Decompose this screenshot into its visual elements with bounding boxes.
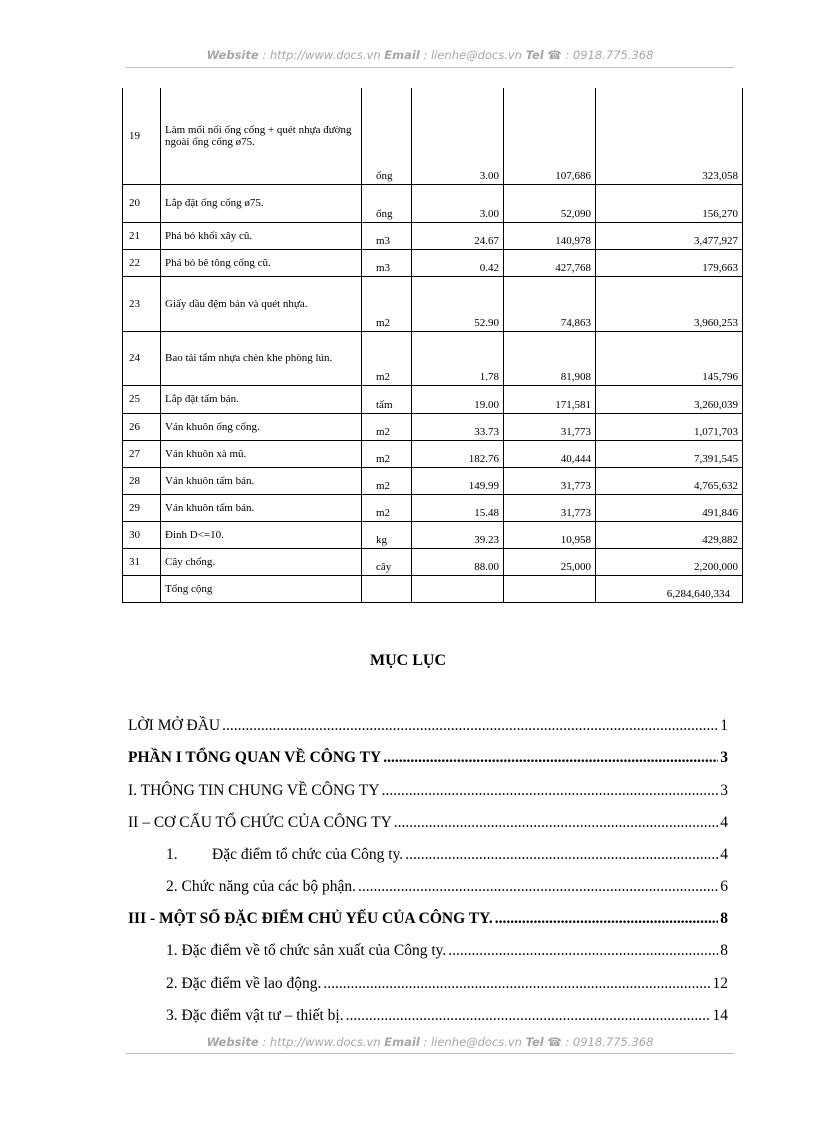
toc-entry-page: 14: [712, 1007, 728, 1024]
row-number: 29: [123, 494, 161, 521]
row-quantity: 19.00: [412, 385, 504, 413]
toc-title: MỤC LỤC: [370, 652, 446, 669]
row-unit-price: 25,000: [504, 548, 596, 575]
row-quantity: 3.00: [412, 88, 504, 184]
toc-entry-label-wrap: [166, 846, 403, 864]
toc-entry-label: 1. Đặc điểm về tổ chức sản xuất của Công ty.: [166, 942, 447, 959]
row-amount: 4,765,632: [596, 467, 743, 494]
table-row: [123, 413, 743, 440]
row-unit-price: 10,958: [504, 521, 596, 548]
row-amount: 156,270: [596, 184, 743, 222]
toc-entry-label: PHẦN I TỔNG QUAN VỀ CÔNG TY: [128, 749, 382, 766]
row-description: Lắp đặt tấm bản.: [161, 385, 362, 413]
row-number: 26: [123, 413, 161, 440]
toc-leader-dots: [382, 782, 719, 800]
row-unit: m2: [362, 467, 412, 494]
row-amount: 1,071,703: [596, 413, 743, 440]
row-unit: m2: [362, 331, 412, 385]
toc-entry-page: 8: [720, 942, 728, 959]
row-description: Cây chống.: [161, 548, 362, 575]
total-price-cell: [504, 575, 596, 602]
toc-entry-page: 3: [720, 782, 728, 799]
row-quantity: 149.99: [412, 467, 504, 494]
toc-entry-page: 3: [720, 749, 728, 766]
table-row: [123, 494, 743, 521]
toc-entry-label: 2. Đặc điểm về lao động.: [166, 975, 322, 992]
row-quantity: 182.76: [412, 440, 504, 467]
row-unit-price: 74,863: [504, 276, 596, 331]
toc-entry-page: 4: [720, 814, 728, 831]
tel-value: ☎ : 0918.775.368: [547, 48, 654, 62]
toc-entry[interactable]: [166, 942, 728, 962]
row-description: Ván khuôn xà mũ.: [161, 440, 362, 467]
footer-divider: [126, 1053, 734, 1054]
row-number: 27: [123, 440, 161, 467]
toc-entry-page: 12: [712, 975, 728, 992]
toc-entry-page: 4: [720, 846, 728, 863]
row-number: 24: [123, 331, 161, 385]
total-row: [123, 575, 743, 602]
row-description: Làm mối nối ống cống + quét nhựa đường ngoài ống cống ø75.: [161, 88, 362, 184]
table-row: [123, 88, 743, 184]
table-row: [123, 184, 743, 222]
row-quantity: 24.67: [412, 222, 504, 249]
toc-entry[interactable]: [128, 749, 728, 769]
total-unit-cell: [362, 575, 412, 602]
toc-leader-dots: [346, 1007, 711, 1025]
row-amount: 491,846: [596, 494, 743, 521]
page-header: [126, 48, 734, 62]
website-label: Website: [206, 1035, 259, 1049]
total-amount: 6,284,640,334: [596, 575, 743, 602]
row-unit: cây: [362, 548, 412, 575]
row-number: 22: [123, 249, 161, 276]
row-number: 31: [123, 548, 161, 575]
toc-entry[interactable]: [128, 814, 728, 834]
row-unit-price: 171,581: [504, 385, 596, 413]
row-number: 28: [123, 467, 161, 494]
row-amount: 323,058: [596, 88, 743, 184]
toc-leader-dots: [495, 910, 719, 928]
table-row: [123, 249, 743, 276]
row-unit: m3: [362, 222, 412, 249]
row-unit-price: 40,444: [504, 440, 596, 467]
toc-leader-dots: [383, 749, 718, 767]
row-unit: ống: [362, 88, 412, 184]
row-unit-price: 31,773: [504, 413, 596, 440]
row-unit-price: 140,978: [504, 222, 596, 249]
row-quantity: 88.00: [412, 548, 504, 575]
row-number: 23: [123, 276, 161, 331]
toc-leader-dots: [222, 717, 718, 735]
total-qty-cell: [412, 575, 504, 602]
row-description: Phá bỏ khối xây cũ.: [161, 222, 362, 249]
row-unit-price: 427,768: [504, 249, 596, 276]
email-label: Email: [384, 48, 420, 62]
table-row: [123, 548, 743, 575]
row-amount: 429,882: [596, 521, 743, 548]
total-label: Tổng cộng: [161, 575, 362, 602]
tel-label: Tel: [525, 1035, 544, 1049]
toc-entry[interactable]: [166, 846, 728, 866]
toc-entry-page: 8: [720, 910, 728, 927]
toc-entry-label: II – CƠ CẤU TỔ CHỨC CỦA CÔNG TY: [128, 814, 392, 831]
toc-entry-label: 2. Chức năng của các bộ phận.: [166, 878, 357, 895]
header-divider: [126, 67, 734, 68]
toc-entry[interactable]: [166, 1007, 728, 1027]
toc-entry[interactable]: [128, 910, 728, 930]
website-url: : http://www.docs.vn: [262, 1035, 381, 1049]
row-description: Phá bỏ bê tông cống cũ.: [161, 249, 362, 276]
row-description: Giấy dầu đệm bản và quét nhựa.: [161, 276, 362, 331]
row-description: Ván khuôn ống cống.: [161, 413, 362, 440]
row-number: 19: [123, 88, 161, 184]
row-amount: 3,477,927: [596, 222, 743, 249]
row-description: Đinh D<=10.: [161, 521, 362, 548]
toc-entry-number: 1.: [166, 846, 178, 863]
table-row: [123, 467, 743, 494]
website-url: : http://www.docs.vn: [262, 48, 381, 62]
toc-entry-label: I. THÔNG TIN CHUNG VỀ CÔNG TY: [128, 782, 380, 799]
row-amount: 7,391,545: [596, 440, 743, 467]
email-value: : lienhe@docs.vn: [423, 48, 522, 62]
row-quantity: 1.78: [412, 331, 504, 385]
row-unit: kg: [362, 521, 412, 548]
row-unit-price: 31,773: [504, 467, 596, 494]
row-unit-price: 31,773: [504, 494, 596, 521]
toc-entry-label: 3. Đặc điểm vật tư – thiết bị.: [166, 1007, 344, 1024]
row-quantity: 39.23: [412, 521, 504, 548]
toc-leader-dots: [323, 975, 710, 993]
row-quantity: 52.90: [412, 276, 504, 331]
table-row: [123, 521, 743, 548]
row-unit: tấm: [362, 385, 412, 413]
row-number: 30: [123, 521, 161, 548]
toc-entry[interactable]: [128, 782, 728, 802]
tel-label: Tel: [525, 48, 544, 62]
row-number: 25: [123, 385, 161, 413]
toc-entry-page: 1: [720, 717, 728, 734]
row-amount: 179,663: [596, 249, 743, 276]
row-number: 20: [123, 184, 161, 222]
row-description: Lắp đặt ống cống ø75.: [161, 184, 362, 222]
row-quantity: 3.00: [412, 184, 504, 222]
row-description: Ván khuôn tấm bản.: [161, 494, 362, 521]
toc-leader-dots: [394, 814, 718, 832]
row-quantity: 0.42: [412, 249, 504, 276]
table-row: [123, 331, 743, 385]
toc-entry[interactable]: [166, 975, 728, 995]
table-row: [123, 385, 743, 413]
row-amount: 2,200,000: [596, 548, 743, 575]
toc-entry-label: Đặc điểm tổ chức của Công ty.: [212, 846, 404, 863]
row-unit-price: 107,686: [504, 88, 596, 184]
row-unit: m2: [362, 494, 412, 521]
tel-value: ☎ : 0918.775.368: [547, 1035, 654, 1049]
row-unit-price: 81,908: [504, 331, 596, 385]
row-amount: 145,796: [596, 331, 743, 385]
row-unit: m2: [362, 440, 412, 467]
total-number-cell: [123, 575, 161, 602]
cost-table: [122, 88, 743, 603]
toc-entry-page: 6: [720, 878, 728, 895]
row-unit: ống: [362, 184, 412, 222]
table-row: [123, 440, 743, 467]
row-amount: 3,960,253: [596, 276, 743, 331]
row-unit: m2: [362, 276, 412, 331]
row-quantity: 33.73: [412, 413, 504, 440]
row-description: Ván khuôn tấm bản.: [161, 467, 362, 494]
website-label: Website: [206, 48, 259, 62]
row-unit-price: 52,090: [504, 184, 596, 222]
toc-entry[interactable]: [166, 878, 728, 898]
toc-leader-dots: [358, 878, 718, 896]
toc-entry[interactable]: [128, 717, 728, 737]
toc-leader-dots: [405, 846, 718, 864]
row-description: Bao tải tẩm nhựa chèn khe phòng lún.: [161, 331, 362, 385]
row-unit: m2: [362, 413, 412, 440]
page-footer: [126, 1035, 734, 1049]
row-unit: m3: [362, 249, 412, 276]
toc-leader-dots: [448, 942, 718, 960]
table-row: [123, 276, 743, 331]
email-label: Email: [384, 1035, 420, 1049]
email-value: : lienhe@docs.vn: [423, 1035, 522, 1049]
toc-entry-label: LỜI MỞ ĐẦU: [128, 717, 221, 734]
table-row: [123, 222, 743, 249]
row-amount: 3,260,039: [596, 385, 743, 413]
row-number: 21: [123, 222, 161, 249]
row-quantity: 15.48: [412, 494, 504, 521]
toc-entry-label: III - MỘT SỐ ĐẶC ĐIỂM CHỦ YẾU CỦA CÔNG TY.: [128, 910, 493, 927]
